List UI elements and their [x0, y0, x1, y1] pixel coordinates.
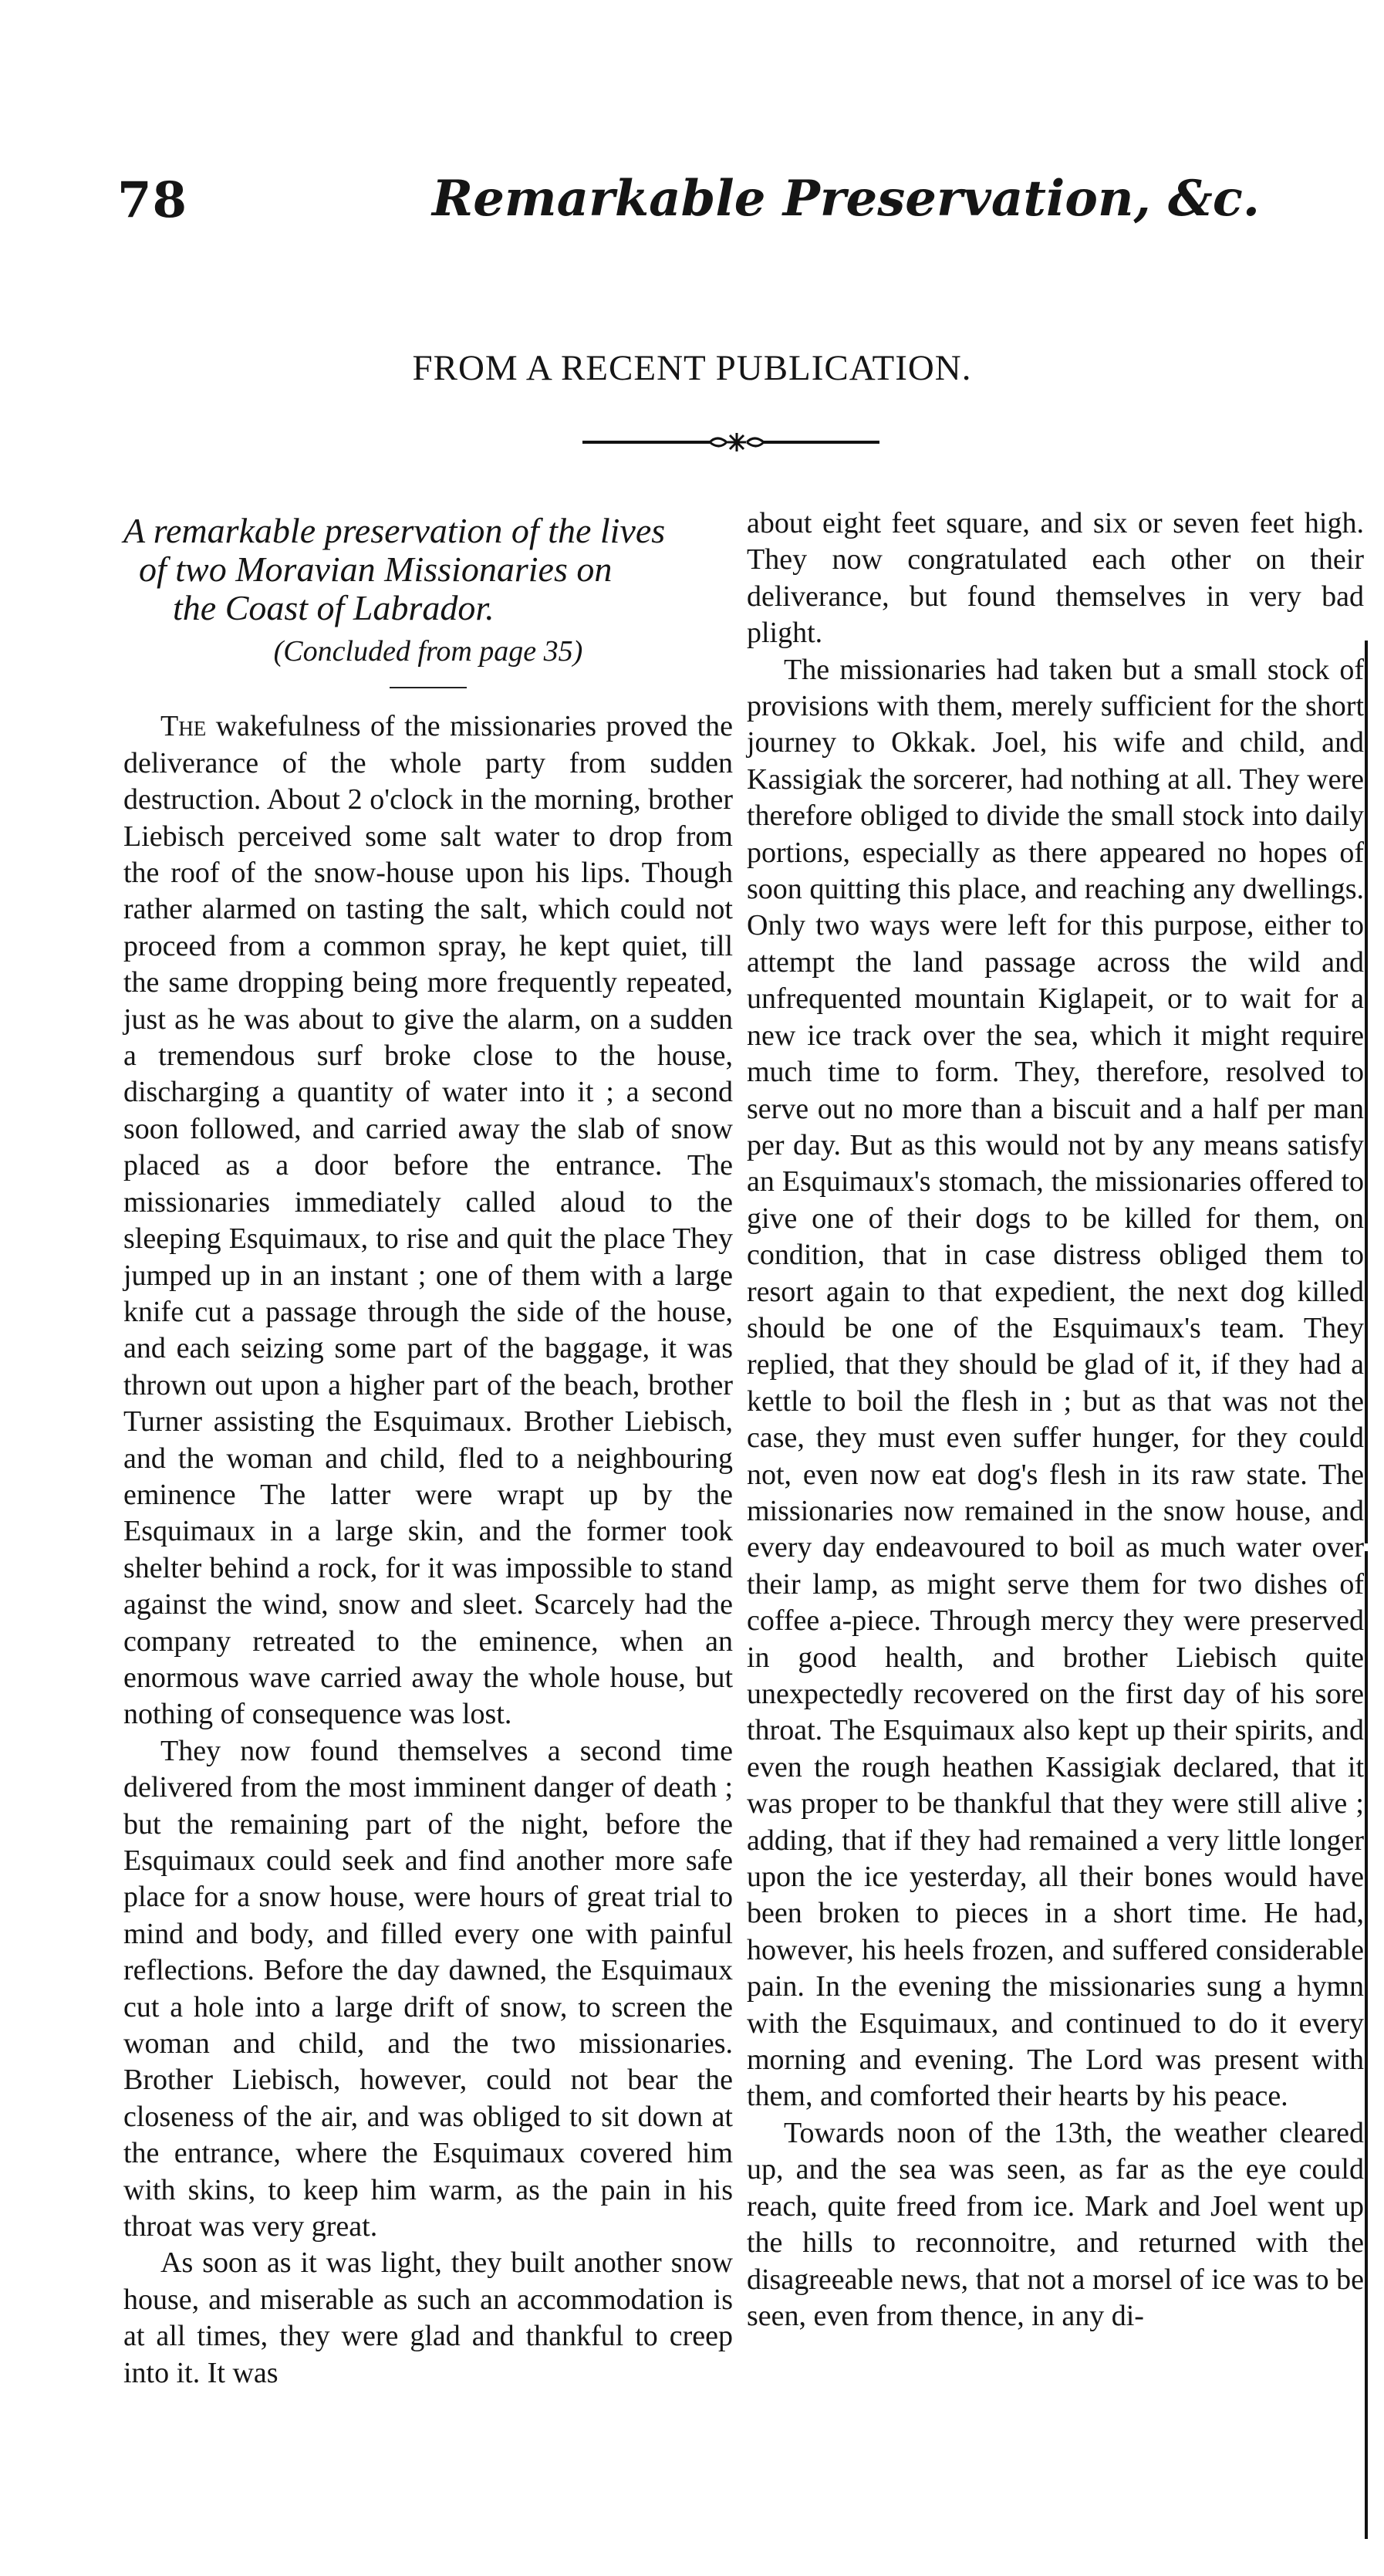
right-column — [747, 505, 1364, 2334]
ornament-scroll-right — [747, 438, 764, 446]
concluded-note: (Concluded from page 35) — [273, 635, 583, 668]
paragraph — [123, 708, 733, 1733]
section-heading: FROM A RECENT PUBLICATION. — [412, 348, 972, 388]
paragraph-continued: about eight feet square, and six or seven feet high. They now congratulated each other on their deliverance, but found themselves in very bad plight. — [747, 507, 1364, 650]
paragraph: The missionaries had taken but a small stock of provisions with them, merely sufficient for the short journey to Okkak. Joel, his wife and child, and Kassigiak the sorcerer, had nothing at all. They were therefore obliged to divide the small stock into daily portions, especially as there appeared no hopes of soon quitting this place, and reaching any dwellings. Only two ways were left for this purpose, either to attempt the land passage across the wild and unfrequented mountain Kiglapeit, or to wait for a new ice track over the sea, which it might require much time to form. They, therefore, resolved to serve out no more than a biscuit and a half per man per day. But as this would not by any means satisfy an Esquimaux's stomach, the missionaries offered to give one of their dogs to be killed for them, on condition, that in case distress obliged them to resort again to that expedient, the next dog killed should be one of the Esquimaux's team. They replied, that they should be glad of it, if they had a kettle to boil the flesh in ; but as that was not the case, they must even suffer hunger, for they could not, even now eat dog's flesh in its raw state. The missionaries now remained in the snow house, and every day endeavoured to boil as much water over their lamp, as might serve them for two dishes of coffee a-piece. Through mercy they were preserved in good health, and brother Liebisch quite unexpectedly recovered on the first day of his sore throat. The Esquimaux also kept up their spirits, and even the rough heathen Kassigiak declared, that it was proper to be thankful that they were still alive ; adding, that if they had remained a very little longer upon the ice yesterday, all their bones would have been broken to pieces in a short time. He had, however, his heels frozen, and suffered considerable pain. In the evening the missionaries sung a hymn with the Esquimaux, and continued to do it every morning and evening. The Lord was present with them, and comforted their hearts by his peace. — [747, 653, 1364, 2113]
paragraph-lead-word: The — [160, 710, 207, 743]
ornament-scroll-left — [710, 438, 727, 446]
article-title — [123, 512, 733, 627]
ornament-rule — [575, 427, 899, 458]
short-divider — [390, 687, 467, 688]
left-column — [123, 505, 733, 2392]
margin-line — [1365, 641, 1368, 1543]
paragraph: They now found themselves a second time delivered from the most imminent danger of death ; but the remaining part of the night, before the Esquimaux could seek and find another more safe place for a snow house, were hours of great trial to mind and body, and filled every one with painful reflections. Before the day dawned, the Esquimaux cut a hole into a large drift of snow, to screen the woman and child, and the two missionaries. Brother Liebisch, however, could not bear the closeness of the air, and was obliged to sit down at the entrance, where the Esquimaux covered him with skins, to keep him warm, as the pain in his throat was very great. — [123, 1734, 733, 2243]
paragraph: Towards noon of the 13th, the weather cleared up, and the sea was seen, as far as the eye could reach, quite freed from ice. Mark and Joel went up the hills to reconnoitre, and returned with the disagreeable news, that not a morsel of ice was to be seen, even from thence, in any di- — [747, 2116, 1364, 2332]
article-title-line: A remarkable preservation of the lives — [123, 511, 666, 550]
page-number: 78 — [117, 171, 188, 229]
ornament-star-icon — [727, 433, 746, 451]
paragraph: As soon as it was light, they built another snow house, and miserable as such an accommodation is at all times, they were glad and thankful to creep into it. It was — [123, 2246, 733, 2389]
article-title-line: of two Moravian Missionaries on — [139, 549, 613, 589]
paragraph-text: wakefulness of the missionaries proved the deliverance of the whole party from sudden destruction. About 2 o'clock in the morning, brother Liebisch perceived some salt water to drop from the roof of the snow-house upon his lips. Though rather alarmed on tasting the salt, which could not proceed from a common spray, he kept quiet, till the same dropping being more frequently repeated, just as he was about to give the alarm, on a sudden a tremendous surf broke close to the house, discharging a quantity of water into it ; a second soon followed, and carried away the slab of snow placed as a door before the entrance. The missionaries immediately called aloud to the sleeping Esquimaux, to rise and quit the place They jumped up in an instant ; one of them with a large knife cut a passage through the side of the house, and each seizing some part of the baggage, it was thrown out upon a higher part of the beach, brother Turner assisting the Esquimaux. Brother Liebisch, and the woman and child, fled to a neighbouring eminence The latter were wrapt up by the Esquimaux in a large skin, and the former took shelter behind a rock, for it was impossible to stand against the wind, snow and sleet. Scarcely had the company retreated to the eminence, when an enormous wave carried away the whole house, but nothing of consequence was lost. — [123, 710, 733, 1731]
margin-line — [1365, 1551, 1368, 2539]
article-title-line: the Coast of Labrador. — [173, 588, 495, 627]
running-head: Remarkable Preservation, &c. — [432, 170, 1261, 228]
